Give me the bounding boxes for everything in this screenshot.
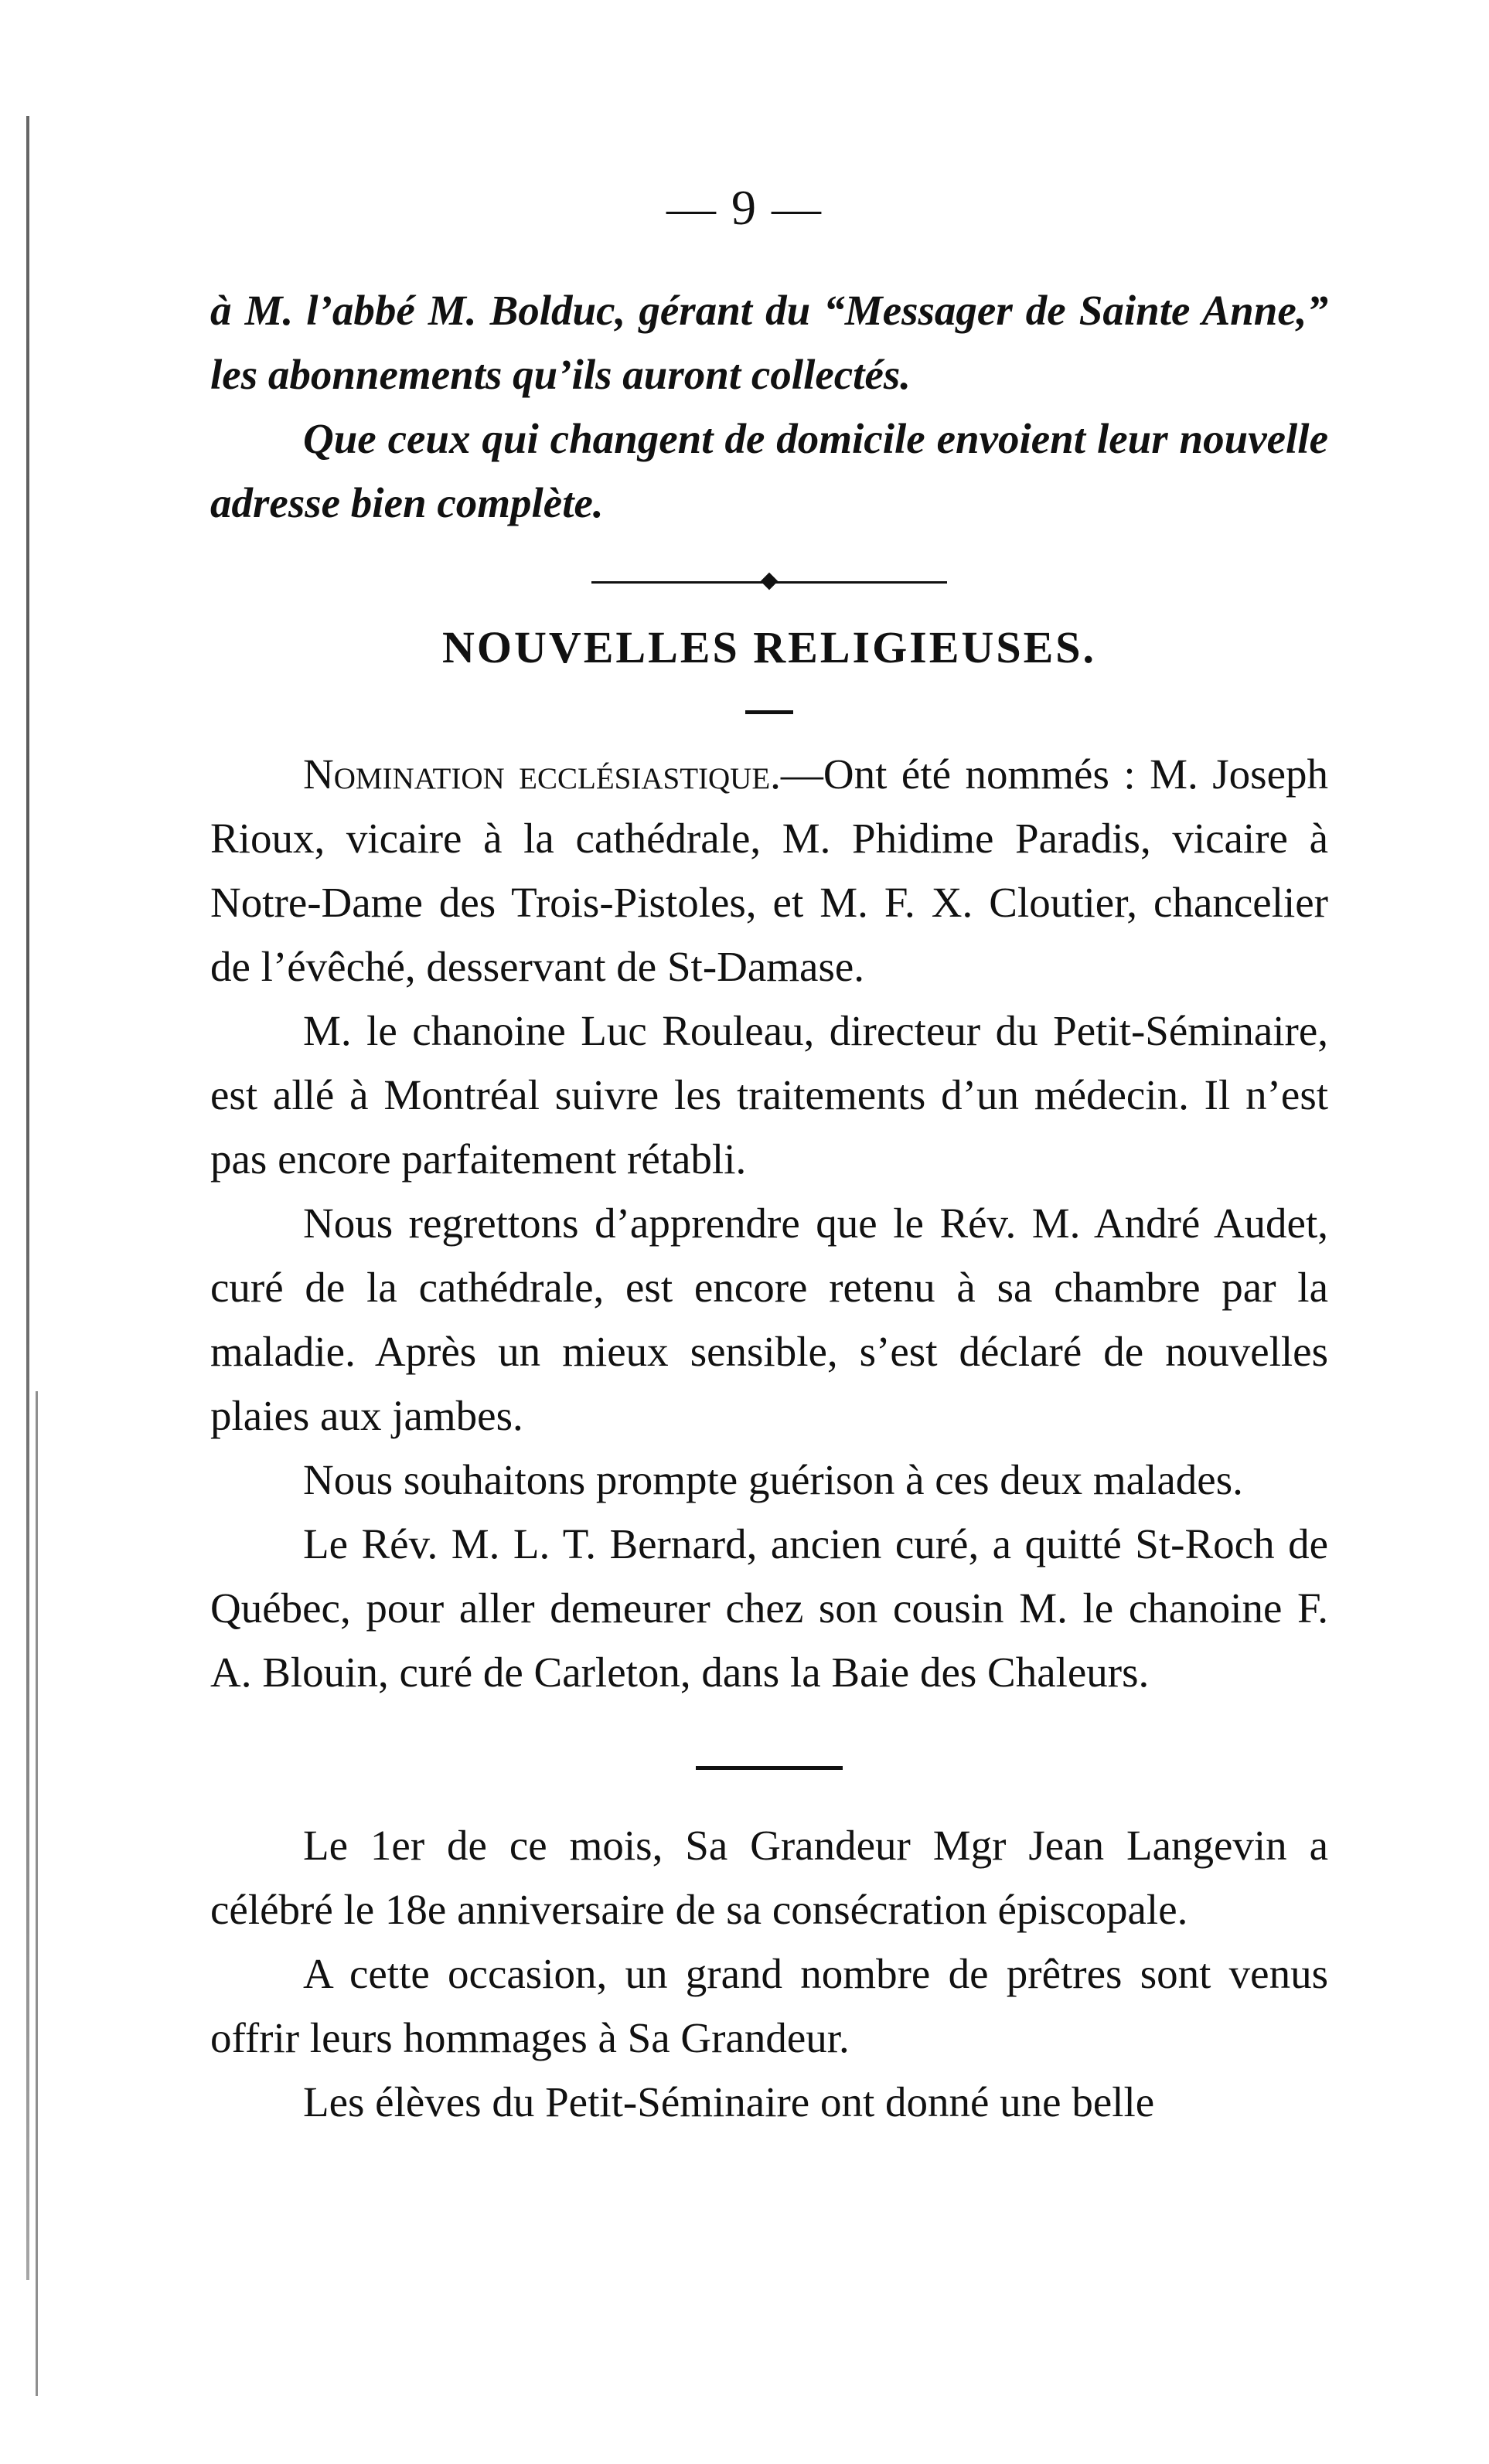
langevin-paragraph: Le 1er de ce mois, Sa Grandeur Mgr Jean Langevin a célébré le 18e anniversaire de sa consécration épiscopale.	[210, 1822, 1328, 1933]
intro-paragraph-2: Que ceux qui changent de domicile envoient leur nouvelle adresse bien complète.	[210, 415, 1328, 526]
heading-underline	[745, 710, 793, 714]
audet-paragraph: Nous regrettons d’apprendre que le Rév. M. André Audet, curé de la cathédrale, est encore retenu à sa chambre par la maladie. Après un mieux sensible, s’est déclaré de nouvelles plaies aux jambes.	[210, 1200, 1328, 1439]
nomination-text: —Ont été nommés : M. Joseph Rioux, vicaire à la cathédrale, M. Phidime Paradis, vicaire à Notre-Dame des Trois-Pistoles, et M. F. X. Cloutier, chancelier de l’évêché, desservant de St-Damase.	[210, 750, 1328, 990]
page-number: — 9 —	[666, 180, 823, 235]
ornamental-divider	[591, 580, 947, 584]
nomination-paragraph	[210, 742, 1328, 999]
binding-margin-line-lower	[36, 1391, 38, 2396]
bernard-paragraph: Le Rév. M. L. T. Bernard, ancien curé, a quitté St-Roch de Québec, pour aller demeurer chez son cousin M. le chanoine F. A. Blouin, curé de Carleton, dans la Baie des Chaleurs.	[210, 1520, 1328, 1696]
page-body	[210, 278, 1328, 2134]
section-divider	[696, 1766, 843, 1770]
nomination-label: Nomination ecclésiastique.	[303, 750, 781, 798]
section-heading: NOUVELLES RELIGIEUSES.	[441, 622, 1097, 672]
rouleau-paragraph: M. le chanoine Luc Rouleau, directeur du Petit-Séminaire, est allé à Montréal suivre les traitements d’un médecin. Il n’est pas encore parfaitement rétabli.	[210, 1007, 1328, 1183]
eleves-paragraph: Les élèves du Petit-Séminaire ont donné une belle	[303, 2078, 1155, 2125]
binding-margin-line	[26, 116, 29, 2280]
intro-paragraph-1: à M. l’abbé M. Bolduc, gérant du “Messager de Sainte Anne,” les abonnements qu’ils auront collectés.	[210, 287, 1328, 398]
souhaitons-paragraph: Nous souhaitons prompte guérison à ces deux malades.	[303, 1456, 1243, 1503]
occasion-paragraph: A cette occasion, un grand nombre de prêtres sont venus offrir leurs hommages à Sa Grandeur.	[210, 1950, 1328, 2061]
